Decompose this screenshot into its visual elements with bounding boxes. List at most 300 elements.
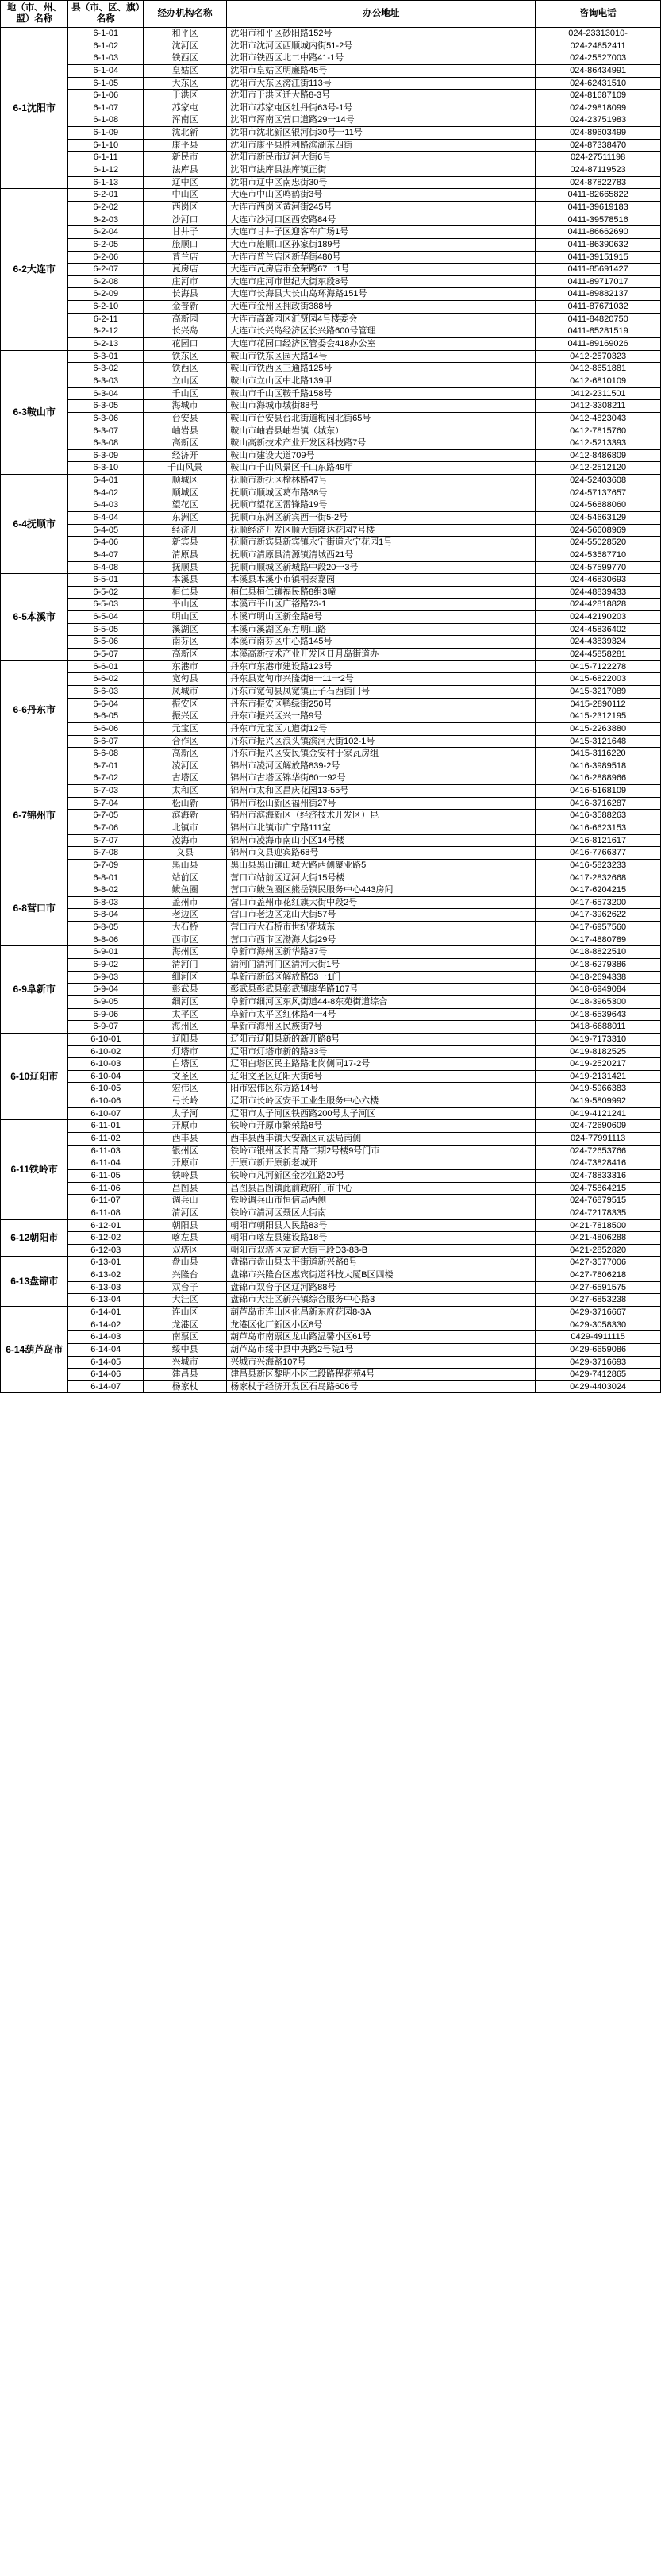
county-code-cell: 6-2-01 — [68, 189, 144, 202]
phone-cell: 0412-2311501 — [536, 387, 661, 400]
phone-cell: 024-86434991 — [536, 64, 661, 77]
office-address-cell: 杨家杖子经济开发区石岛路606号 — [227, 1380, 536, 1393]
county-code-cell: 6-13-02 — [68, 1269, 144, 1282]
phone-cell: 024-81687109 — [536, 90, 661, 102]
office-address-cell: 辽阳市长岭区安平工业生服务中心六楼 — [227, 1095, 536, 1108]
phone-cell: 0418-6279386 — [536, 959, 661, 972]
county-code-cell: 6-8-02 — [68, 884, 144, 897]
county-code-cell: 6-5-04 — [68, 611, 144, 624]
county-code-cell: 6-4-03 — [68, 499, 144, 512]
county-code-cell: 6-3-01 — [68, 350, 144, 363]
table-row — [1, 623, 661, 636]
agency-name-cell: 抚顺县 — [144, 561, 227, 574]
phone-cell: 0421-4806288 — [536, 1232, 661, 1245]
county-code-cell: 6-2-03 — [68, 214, 144, 226]
county-code-cell: 6-9-01 — [68, 946, 144, 959]
table-row — [1, 201, 661, 214]
agency-name-cell: 鲅鱼圈 — [144, 884, 227, 897]
county-code-cell: 6-8-06 — [68, 934, 144, 946]
agency-name-cell: 太平区 — [144, 1008, 227, 1021]
phone-cell: 0411-85691427 — [536, 264, 661, 276]
agency-name-cell: 明山区 — [144, 611, 227, 624]
county-code-cell: 6-3-05 — [68, 400, 144, 413]
table-row — [1, 400, 661, 413]
county-code-cell: 6-1-13 — [68, 176, 144, 189]
office-address-cell: 朝阳市双塔区友谊大街三段D3-83-B — [227, 1244, 536, 1257]
agency-name-cell: 清原县 — [144, 549, 227, 561]
agency-name-cell: 本溪县 — [144, 574, 227, 587]
agency-name-cell: 朝阳县 — [144, 1219, 227, 1232]
phone-cell: 0411-82665822 — [536, 189, 661, 202]
agency-name-cell: 平山区 — [144, 599, 227, 611]
office-address-cell: 兴城市兴海路107号 — [227, 1356, 536, 1369]
office-address-cell: 鞍山市千山风景区千山东路49甲 — [227, 462, 536, 475]
phone-cell: 024-87822783 — [536, 176, 661, 189]
agency-name-cell: 新民市 — [144, 152, 227, 164]
phone-cell: 0429-3058330 — [536, 1319, 661, 1331]
table-row — [1, 164, 661, 177]
table-row — [1, 1021, 661, 1034]
office-address-cell: 辽阳文圣区辽阳大街6号 — [227, 1070, 536, 1083]
region-cell: 6-14葫芦岛市 — [1, 1306, 68, 1392]
agency-name-cell: 彰武县 — [144, 984, 227, 996]
phone-cell: 0415-3116220 — [536, 748, 661, 760]
office-address-cell: 桓仁县桓仁镇福民路8组3幢 — [227, 586, 536, 599]
office-address-cell: 鞍山市铁东区园大路14号 — [227, 350, 536, 363]
county-code-cell: 6-10-06 — [68, 1095, 144, 1108]
phone-cell: 0429-4403024 — [536, 1380, 661, 1393]
county-code-cell: 6-1-03 — [68, 52, 144, 65]
phone-cell: 024-23751983 — [536, 114, 661, 127]
phone-cell: 0418-6949084 — [536, 984, 661, 996]
office-address-cell: 盘锦市双台子区辽河路88号 — [227, 1281, 536, 1294]
county-code-cell: 6-1-10 — [68, 139, 144, 152]
agency-name-cell: 辽中区 — [144, 176, 227, 189]
table-row — [1, 586, 661, 599]
phone-cell: 024-43839324 — [536, 636, 661, 649]
agency-name-cell: 杨家杖 — [144, 1380, 227, 1393]
table-row — [1, 1244, 661, 1257]
county-code-cell: 6-1-05 — [68, 77, 144, 90]
office-address-cell: 辽阳市灯塔市新的路33号 — [227, 1045, 536, 1058]
county-code-cell: 6-9-04 — [68, 984, 144, 996]
table-row — [1, 748, 661, 760]
phone-cell: 024-27511198 — [536, 152, 661, 164]
office-address-cell: 营口市老边区龙山大街57号 — [227, 909, 536, 922]
office-address-cell: 西丰县西丰镇大安新区司法局南侧 — [227, 1133, 536, 1146]
office-address-cell: 大连市沙河口区西安路84号 — [227, 214, 536, 226]
table-row — [1, 1232, 661, 1245]
phone-cell: 0411-39578516 — [536, 214, 661, 226]
county-code-cell: 6-3-04 — [68, 387, 144, 400]
region-cell: 6-1沈阳市 — [1, 28, 68, 189]
phone-cell: 0411-89169026 — [536, 338, 661, 351]
table-row — [1, 1294, 661, 1307]
agency-name-cell: 振安区 — [144, 698, 227, 710]
phone-cell: 024-25527003 — [536, 52, 661, 65]
region-cell: 6-8营口市 — [1, 872, 68, 946]
table-row — [1, 214, 661, 226]
table-row — [1, 40, 661, 52]
agency-name-cell: 铁东区 — [144, 350, 227, 363]
county-code-cell: 6-7-06 — [68, 822, 144, 835]
agency-name-cell: 元宝区 — [144, 722, 227, 735]
phone-cell: 024-72653766 — [536, 1145, 661, 1157]
agency-name-cell: 清河门 — [144, 959, 227, 972]
region-cell: 6-4抚顺市 — [1, 475, 68, 574]
office-address-cell: 大连市甘井子区迎客车广场1号 — [227, 226, 536, 239]
table-row — [1, 959, 661, 972]
county-code-cell: 6-3-09 — [68, 449, 144, 462]
office-address-cell: 昌图县昌图镇此前政府门市中心 — [227, 1182, 536, 1195]
phone-cell: 024-78833316 — [536, 1169, 661, 1182]
office-address-cell: 大连市普兰店区新华街480号 — [227, 251, 536, 264]
table-row — [1, 301, 661, 314]
office-address-cell: 鞍山高新技术产业开发区科技路7号 — [227, 437, 536, 450]
office-address-cell: 营口市大石桥市世纪花城东 — [227, 922, 536, 934]
phone-cell: 0412-8486809 — [536, 449, 661, 462]
agency-name-cell: 北镇市 — [144, 822, 227, 835]
table-row — [1, 660, 661, 673]
agency-name-cell: 细河区 — [144, 995, 227, 1008]
county-code-cell: 6-6-07 — [68, 735, 144, 748]
office-address-cell: 抚顺市望花区雷锋路19号 — [227, 499, 536, 512]
table-row — [1, 1319, 661, 1331]
office-address-cell: 本溪高新技术产业开发区日月岛街道办 — [227, 649, 536, 661]
office-address-cell: 大连市瓦房店市金荣路67一1号 — [227, 264, 536, 276]
table-row — [1, 1033, 661, 1045]
phone-cell: 0411-84820750 — [536, 313, 661, 325]
office-address-cell: 丹东市振兴区浪头镇滨河大街102-1号 — [227, 735, 536, 748]
phone-cell: 024-62431510 — [536, 77, 661, 90]
county-code-cell: 6-10-02 — [68, 1045, 144, 1058]
agency-name-cell: 岫岩县 — [144, 425, 227, 437]
office-address-cell: 丹东市振兴区安民镇金安村于家瓦房组 — [227, 748, 536, 760]
phone-cell: 0416-3716287 — [536, 797, 661, 810]
table-row — [1, 1182, 661, 1195]
phone-cell: 0411-86662690 — [536, 226, 661, 239]
table-row — [1, 1331, 661, 1344]
table-row — [1, 995, 661, 1008]
phone-cell: 024-73828416 — [536, 1157, 661, 1170]
office-address-cell: 鞍山市岫岩县岫岩镇（城东） — [227, 425, 536, 437]
office-address-cell: 营口市鲅鱼圈区熊岳镇民服务中心443房间 — [227, 884, 536, 897]
office-address-cell: 黑山县黑山镇山城大路西侧聚业路5 — [227, 859, 536, 872]
agency-name-cell: 长兴岛 — [144, 325, 227, 338]
table-row — [1, 52, 661, 65]
phone-cell: 0417-4880789 — [536, 934, 661, 946]
phone-cell: 0429-7412865 — [536, 1369, 661, 1381]
agency-name-cell: 文圣区 — [144, 1070, 227, 1083]
table-row — [1, 847, 661, 860]
phone-cell: 0418-8822510 — [536, 946, 661, 959]
table-row — [1, 1281, 661, 1294]
column-header-region: 地（市、州、盟）名称 — [1, 1, 68, 28]
office-address-cell: 锦州市凌河区解放路839-2号 — [227, 760, 536, 772]
table-row — [1, 1169, 661, 1182]
county-code-cell: 6-3-02 — [68, 363, 144, 375]
phone-cell: 0417-6204215 — [536, 884, 661, 897]
table-row — [1, 735, 661, 748]
agency-name-cell: 辽阳县 — [144, 1033, 227, 1045]
phone-cell: 0418-6688011 — [536, 1021, 661, 1034]
table-row — [1, 859, 661, 872]
agency-name-cell: 弓长岭 — [144, 1095, 227, 1108]
phone-cell: 0415-3217089 — [536, 685, 661, 698]
agency-name-cell: 绥中县 — [144, 1343, 227, 1356]
agency-name-cell: 白塔区 — [144, 1058, 227, 1071]
table-row — [1, 1145, 661, 1157]
table-row — [1, 313, 661, 325]
table-row — [1, 984, 661, 996]
office-address-cell: 盘锦市兴隆台区惠宾街道科技大厦B区四楼 — [227, 1269, 536, 1282]
county-code-cell: 6-14-03 — [68, 1331, 144, 1344]
phone-cell: 0418-6539643 — [536, 1008, 661, 1021]
office-address-cell: 沈阳市法库县法库镇正街 — [227, 164, 536, 177]
agency-name-cell: 新宾县 — [144, 537, 227, 549]
county-code-cell: 6-11-08 — [68, 1207, 144, 1219]
column-header-phone: 咨询电话 — [536, 1, 661, 28]
table-row — [1, 636, 661, 649]
agency-name-cell: 沙河口 — [144, 214, 227, 226]
office-address-cell: 丹东市元宝区九道街12号 — [227, 722, 536, 735]
table-row — [1, 412, 661, 425]
column-header-county: 县（市、区、旗）名称 — [68, 1, 144, 28]
table-row — [1, 673, 661, 686]
table-row — [1, 1008, 661, 1021]
agency-name-cell: 台安县 — [144, 412, 227, 425]
office-address-cell: 铁岭市清河区聂区大街南 — [227, 1207, 536, 1219]
table-row — [1, 611, 661, 624]
table-row — [1, 722, 661, 735]
column-header-address: 办公地址 — [227, 1, 536, 28]
phone-cell: 0416-5823233 — [536, 859, 661, 872]
phone-cell: 024-57599770 — [536, 561, 661, 574]
office-address-cell: 锦州市太和区昌庆花园13-55号 — [227, 785, 536, 798]
table-row — [1, 251, 661, 264]
agency-name-cell: 经济开 — [144, 524, 227, 537]
table-row — [1, 537, 661, 549]
office-address-cell: 铁岭调兵山市恒信局西侧 — [227, 1195, 536, 1207]
agency-name-cell: 太子河 — [144, 1107, 227, 1120]
region-cell: 6-13盘锦市 — [1, 1257, 68, 1307]
phone-cell: 024-45836402 — [536, 623, 661, 636]
office-address-cell: 抚顺市新抚区榆林路47号 — [227, 475, 536, 487]
agency-name-cell: 灯塔市 — [144, 1045, 227, 1058]
phone-cell: 0419-2131421 — [536, 1070, 661, 1083]
agency-name-cell: 细河区 — [144, 971, 227, 984]
agency-name-cell: 法库县 — [144, 164, 227, 177]
county-code-cell: 6-1-11 — [68, 152, 144, 164]
table-row — [1, 102, 661, 114]
agency-name-cell: 银州区 — [144, 1145, 227, 1157]
phone-cell: 0419-5966383 — [536, 1083, 661, 1095]
county-code-cell: 6-2-12 — [68, 325, 144, 338]
county-code-cell: 6-1-12 — [68, 164, 144, 177]
office-address-cell: 龙港区化厂新区小区8号 — [227, 1319, 536, 1331]
county-code-cell: 6-8-05 — [68, 922, 144, 934]
county-code-cell: 6-5-07 — [68, 649, 144, 661]
office-address-cell: 本溪市南芬区中心路145号 — [227, 636, 536, 649]
agency-name-cell: 义县 — [144, 847, 227, 860]
agency-name-cell: 盘山县 — [144, 1257, 227, 1269]
agency-name-cell: 铁西区 — [144, 363, 227, 375]
table-row — [1, 28, 661, 40]
office-address-cell: 大连市西岗区黄河街245号 — [227, 201, 536, 214]
table-row — [1, 822, 661, 835]
county-code-cell: 6-1-09 — [68, 127, 144, 140]
table-row — [1, 226, 661, 239]
county-code-cell: 6-2-05 — [68, 238, 144, 251]
office-address-cell: 沈阳市新民市辽河大街6号 — [227, 152, 536, 164]
county-code-cell: 6-8-03 — [68, 896, 144, 909]
table-row — [1, 549, 661, 561]
phone-cell: 0411-86390632 — [536, 238, 661, 251]
county-code-cell: 6-3-03 — [68, 375, 144, 387]
table-row — [1, 772, 661, 785]
agency-name-cell: 连山区 — [144, 1306, 227, 1319]
table-row — [1, 922, 661, 934]
office-address-cell: 辽阳市辽阳县新的新开路8号 — [227, 1033, 536, 1045]
agency-name-cell: 沈河区 — [144, 40, 227, 52]
table-row — [1, 189, 661, 202]
office-address-cell: 沈阳市沈河区西顺城内街51-2号 — [227, 40, 536, 52]
phone-cell: 0429-3716693 — [536, 1356, 661, 1369]
phone-cell: 024-72690609 — [536, 1120, 661, 1133]
phone-cell: 0415-7122278 — [536, 660, 661, 673]
agency-name-cell: 建昌县 — [144, 1369, 227, 1381]
agency-name-cell: 长海县 — [144, 288, 227, 301]
county-code-cell: 6-14-02 — [68, 1319, 144, 1331]
office-address-cell: 锦州市古塔区锦华街60一92号 — [227, 772, 536, 785]
county-code-cell: 6-11-04 — [68, 1157, 144, 1170]
county-code-cell: 6-4-02 — [68, 487, 144, 499]
office-address-cell: 鞍山市台安县台北街道梅园北街65号 — [227, 412, 536, 425]
table-row — [1, 338, 661, 351]
table-row — [1, 909, 661, 922]
phone-cell: 024-56608969 — [536, 524, 661, 537]
county-code-cell: 6-8-04 — [68, 909, 144, 922]
agency-name-cell: 溪湖区 — [144, 623, 227, 636]
county-code-cell: 6-11-01 — [68, 1120, 144, 1133]
agency-name-cell: 大洼区 — [144, 1294, 227, 1307]
table-row — [1, 1219, 661, 1232]
county-code-cell: 6-7-08 — [68, 847, 144, 860]
table-row — [1, 1133, 661, 1146]
table-row — [1, 934, 661, 946]
county-code-cell: 6-2-07 — [68, 264, 144, 276]
table-row — [1, 64, 661, 77]
agency-name-cell: 普兰店 — [144, 251, 227, 264]
phone-cell: 024-54663129 — [536, 511, 661, 524]
office-address-cell: 锦州市凌海市南山小区14号楼 — [227, 834, 536, 847]
county-code-cell: 6-1-02 — [68, 40, 144, 52]
phone-cell: 0411-89717017 — [536, 275, 661, 288]
table-row — [1, 114, 661, 127]
table-row — [1, 425, 661, 437]
county-code-cell: 6-3-10 — [68, 462, 144, 475]
table-row — [1, 449, 661, 462]
phone-cell: 024-89603499 — [536, 127, 661, 140]
phone-cell: 0415-2263880 — [536, 722, 661, 735]
county-code-cell: 6-2-11 — [68, 313, 144, 325]
county-code-cell: 6-7-04 — [68, 797, 144, 810]
agency-name-cell: 铁西区 — [144, 52, 227, 65]
county-code-cell: 6-7-01 — [68, 760, 144, 772]
office-address-cell: 盘锦市大洼区新兴镇综合服务中心路3 — [227, 1294, 536, 1307]
phone-cell: 0411-89882137 — [536, 288, 661, 301]
table-row — [1, 810, 661, 822]
agency-name-cell: 高新区 — [144, 748, 227, 760]
office-address-cell: 丹东市东港市建设路123号 — [227, 660, 536, 673]
county-code-cell: 6-10-01 — [68, 1033, 144, 1045]
agency-name-cell: 黑山县 — [144, 859, 227, 872]
phone-cell: 024-87119523 — [536, 164, 661, 177]
phone-cell: 0419-5809992 — [536, 1095, 661, 1108]
phone-cell: 024-45858281 — [536, 649, 661, 661]
agency-name-cell: 沈北新 — [144, 127, 227, 140]
county-code-cell: 6-6-04 — [68, 698, 144, 710]
table-row — [1, 1269, 661, 1282]
county-code-cell: 6-6-06 — [68, 722, 144, 735]
office-address-cell: 大连市高新园区汇贤园4号楼委会 — [227, 313, 536, 325]
agency-name-cell: 南票区 — [144, 1331, 227, 1344]
office-address-cell: 沈阳市大东区滂江街113号 — [227, 77, 536, 90]
table-row — [1, 475, 661, 487]
agency-name-cell: 高新园 — [144, 313, 227, 325]
phone-cell: 0412-8651881 — [536, 363, 661, 375]
phone-cell: 024-87338470 — [536, 139, 661, 152]
office-address-cell: 锦州市滨海新区（经济技术开发区）昆 — [227, 810, 536, 822]
agency-name-cell: 兴隆台 — [144, 1269, 227, 1282]
office-address-cell: 沈阳市和平区砂阳路152号 — [227, 28, 536, 40]
office-address-cell: 锦州市北镇市广宁路111室 — [227, 822, 536, 835]
agency-name-cell: 凌河区 — [144, 760, 227, 772]
agency-name-cell: 双台子 — [144, 1281, 227, 1294]
agency-name-cell: 高新区 — [144, 649, 227, 661]
table-row — [1, 599, 661, 611]
office-address-cell: 鞍山市立山区中北路139甲 — [227, 375, 536, 387]
phone-cell: 0412-5213393 — [536, 437, 661, 450]
office-address-cell: 盘锦市盘山县太平街道新兴路8号 — [227, 1257, 536, 1269]
phone-cell: 0417-6957560 — [536, 922, 661, 934]
county-code-cell: 6-8-01 — [68, 872, 144, 884]
phone-cell: 024-52403608 — [536, 475, 661, 487]
table-row — [1, 127, 661, 140]
agency-name-cell: 苏家屯 — [144, 102, 227, 114]
table-row — [1, 1343, 661, 1356]
phone-cell: 0427-6853238 — [536, 1294, 661, 1307]
phone-cell: 0427-3577006 — [536, 1257, 661, 1269]
agency-name-cell: 宏伟区 — [144, 1083, 227, 1095]
table-row — [1, 264, 661, 276]
table-row — [1, 375, 661, 387]
phone-cell: 0418-2694338 — [536, 971, 661, 984]
office-address-cell: 沈阳市浑南区营口道路29一14号 — [227, 114, 536, 127]
county-code-cell: 6-7-05 — [68, 810, 144, 822]
office-address-cell: 营口市盖州市花红旗大街中段2号 — [227, 896, 536, 909]
phone-cell: 0416-3588263 — [536, 810, 661, 822]
phone-cell: 024-72178335 — [536, 1207, 661, 1219]
office-address-cell: 葫芦岛市南票区龙山路温馨小区61号 — [227, 1331, 536, 1344]
office-address-cell: 本溪县本溪小市镇柄泰嘉园 — [227, 574, 536, 587]
table-row — [1, 649, 661, 661]
region-cell: 6-7锦州市 — [1, 760, 68, 872]
phone-cell: 0421-2852820 — [536, 1244, 661, 1257]
office-address-cell: 营口市西市区渤海大街29号 — [227, 934, 536, 946]
agency-name-cell: 望花区 — [144, 499, 227, 512]
phone-cell: 0412-3308211 — [536, 400, 661, 413]
